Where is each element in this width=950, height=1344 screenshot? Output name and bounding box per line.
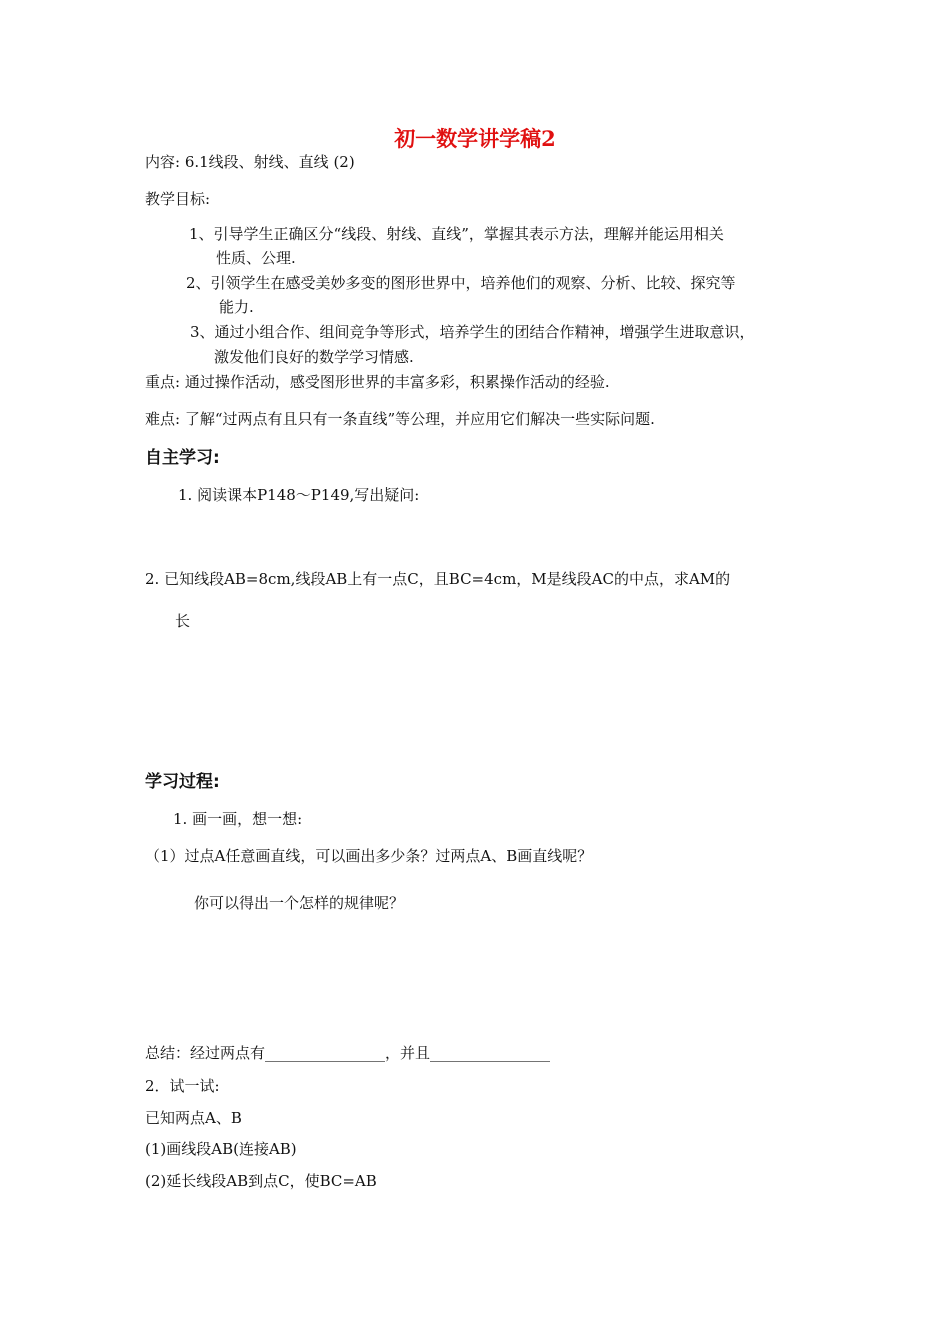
process-heading: 学习过程:: [145, 772, 220, 792]
objective-2-line-1: 2、引领学生在感受美妙多变的图形世界中，培养他们的观察、分析、比较、探究等: [186, 274, 736, 292]
self-study-heading: 自主学习:: [145, 448, 220, 468]
difficulty: 难点: 了解“过两点有且只有一条直线”等公理，并应用它们解决一些实际问题.: [145, 410, 655, 428]
self-study-item-1: 1. 阅读课本P148～P149,写出疑问:: [178, 486, 420, 504]
objectives-heading: 教学目标:: [145, 190, 211, 208]
page-title: 初一数学讲学稿2: [394, 126, 556, 151]
objective-1-line-2: 性质、公理.: [216, 249, 296, 267]
self-study-item-2-line-2: 长: [175, 612, 191, 630]
process-item-2: 2．试一试:: [145, 1077, 220, 1095]
objective-2-line-2: 能力.: [219, 298, 254, 316]
key-point: 重点: 通过操作活动，感受图形世界的丰富多彩，积累操作活动的经验.: [145, 373, 610, 391]
given-points: 已知两点A、B: [145, 1109, 242, 1127]
process-question-1: （1）过点A任意画直线，可以画出多少条？过两点A、B画直线呢？: [145, 847, 593, 865]
summary-line: 总结：经过两点有________________，并且________________: [145, 1044, 551, 1062]
self-study-item-2-line-1: 2. 已知线段AB=8cm,线段AB上有一点C，且BC=4cm，M是线段AC的中点，求AM的: [145, 570, 731, 588]
process-question-1-followup: 你可以得出一个怎样的规律呢？: [194, 894, 405, 912]
content-line: 内容: 6.1线段、射线、直线 (2): [145, 153, 355, 171]
objective-3-line-2: 激发他们良好的数学学习情感.: [214, 348, 414, 366]
process-item-1: 1. 画一画，想一想:: [173, 810, 303, 828]
step-1: (1)画线段AB(连接AB): [145, 1140, 297, 1158]
step-2: (2)延长线段AB到点C，使BC=AB: [145, 1172, 377, 1190]
objective-1-line-1: 1、引导学生正确区分“线段、射线、直线”，掌握其表示方法，理解并能运用相关: [189, 225, 724, 243]
objective-3-line-1: 3、通过小组合作、组间竞争等形式，培养学生的团结合作精神，增强学生进取意识，: [190, 323, 755, 341]
